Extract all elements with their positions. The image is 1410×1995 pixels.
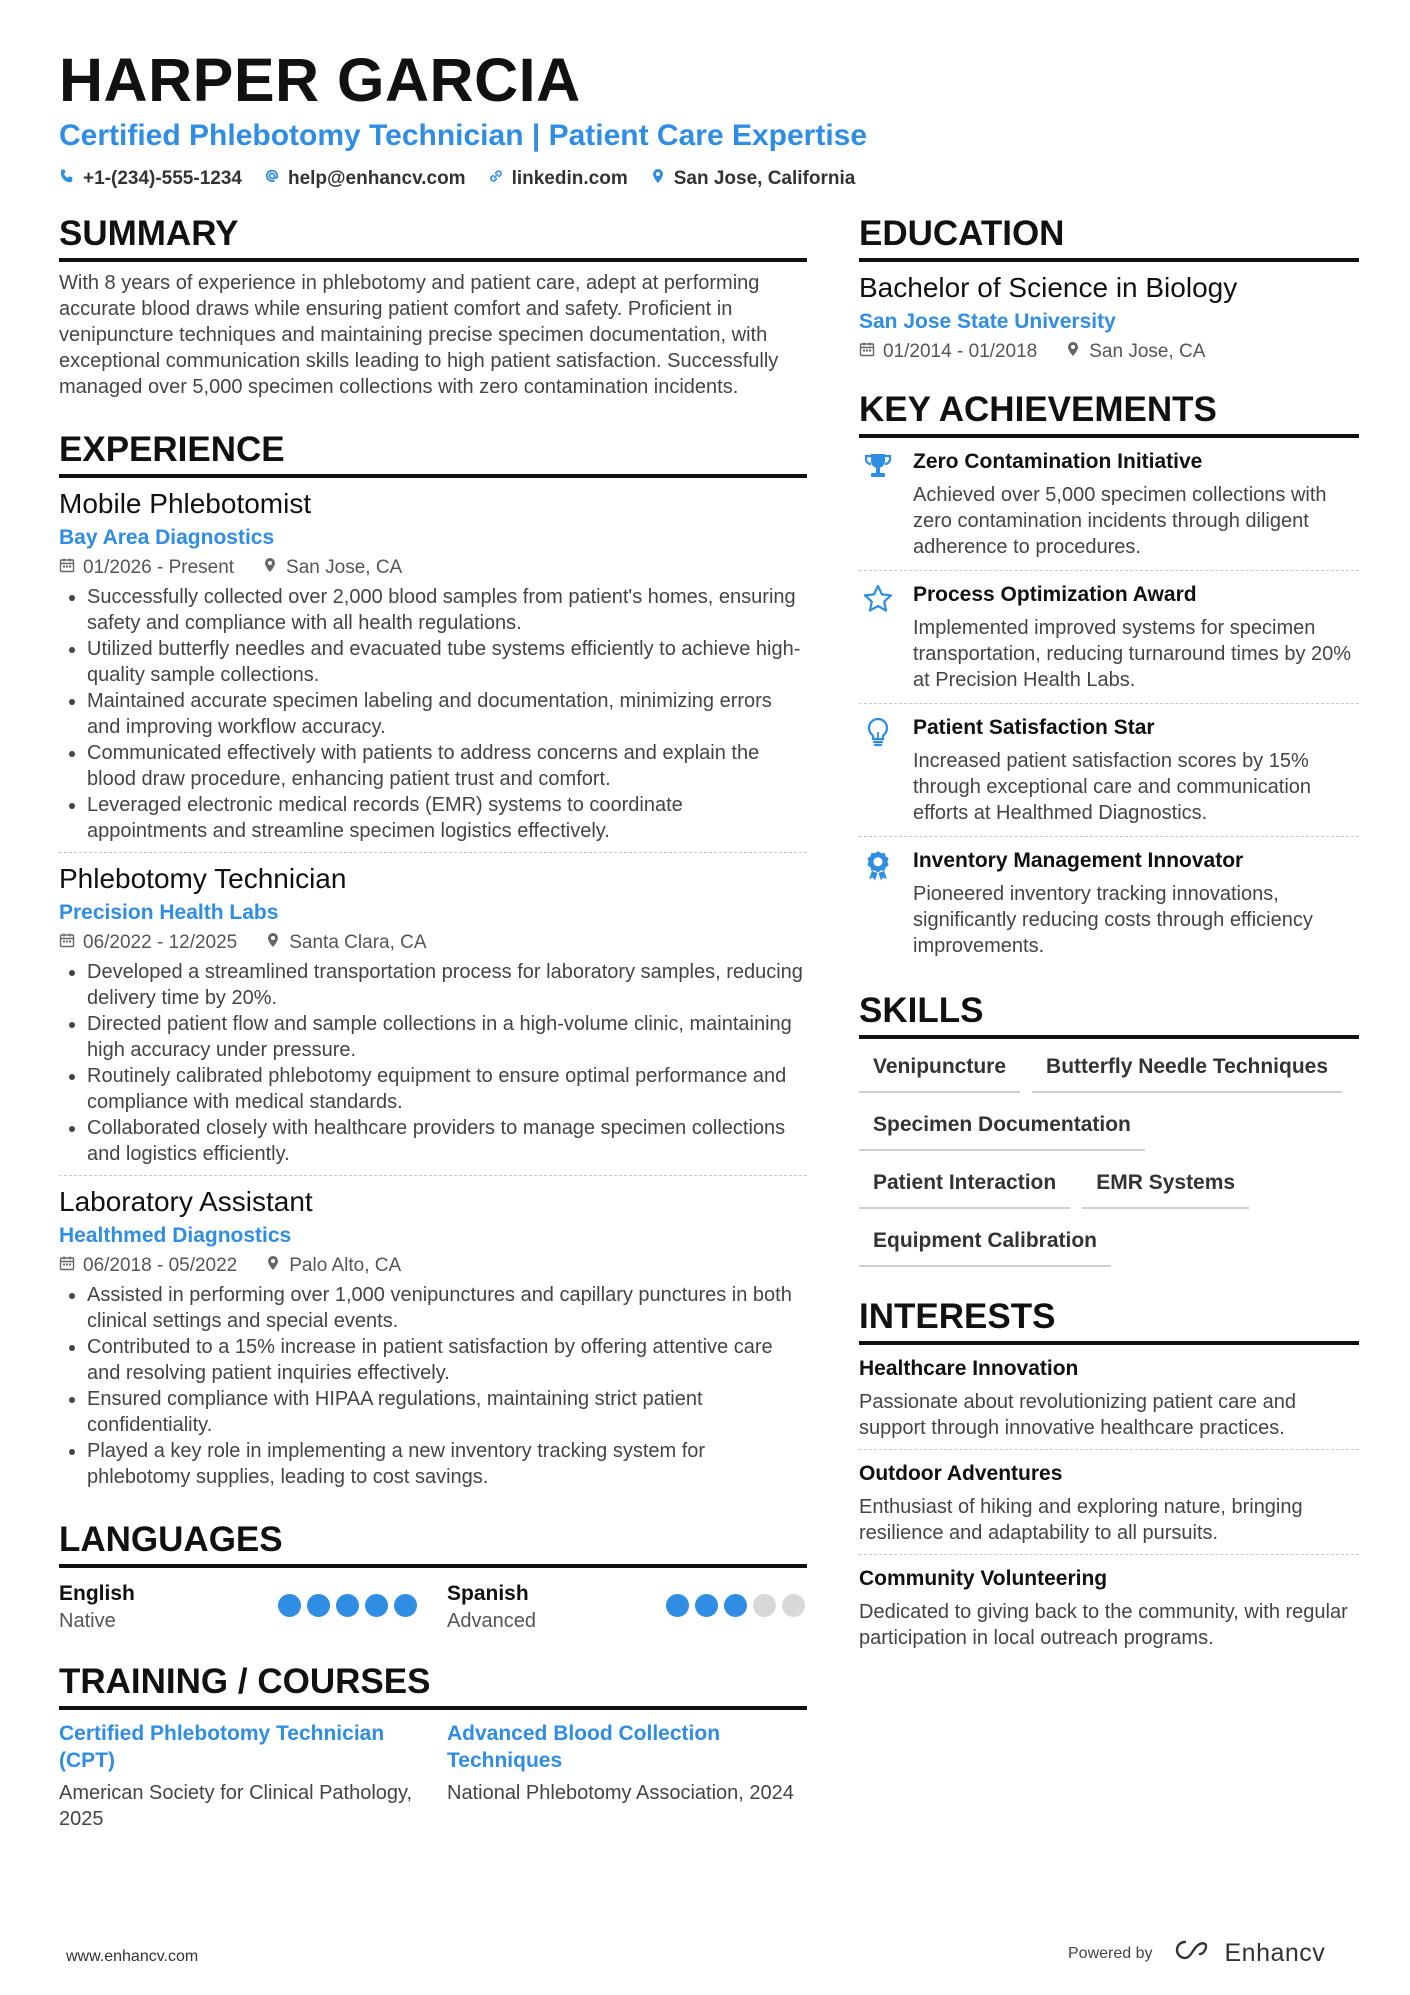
job-meta — [59, 1254, 807, 1278]
education-section — [859, 212, 1359, 364]
award-ribbon-icon — [859, 847, 897, 959]
company-name: Healthmed Diagnostics — [59, 1224, 292, 1247]
achievement-desc: Increased patient satisfaction scores by 15% through exceptional care and communication efforts at Healthmed Diagnostics. — [913, 750, 1312, 824]
location-pin-icon — [265, 931, 281, 955]
skill-tag: Patient Interaction — [859, 1169, 1070, 1209]
job-location — [262, 556, 402, 580]
rating-dot-empty — [782, 1594, 805, 1617]
course-provider: American Society for Clinical Pathology, 2025 — [59, 1782, 413, 1830]
interest-title: Outdoor Adventures — [859, 1462, 1063, 1485]
rating-dot-filled — [365, 1594, 388, 1617]
phone-text: +1-(234)-555-1234 — [83, 168, 242, 189]
footer-website[interactable]: www.enhancv.com — [66, 1948, 199, 1965]
candidate-name: HARPER GARCIA — [59, 46, 581, 114]
achievement-item — [859, 836, 1359, 969]
languages-heading: LANGUAGES — [59, 1518, 807, 1568]
interests-section — [859, 1295, 1359, 1659]
link-icon — [488, 168, 504, 190]
skill-tag: Venipuncture — [859, 1053, 1020, 1093]
summary-section — [59, 212, 807, 400]
rating-dot-filled — [666, 1594, 689, 1617]
education-meta — [859, 340, 1359, 364]
powered-by-label: Powered by — [1068, 1944, 1153, 1962]
location-pin-icon — [1065, 340, 1081, 364]
course-name: Advanced Blood Collection Techniques — [447, 1722, 721, 1772]
interest-item — [859, 1554, 1359, 1659]
education-heading: EDUCATION — [859, 212, 1359, 262]
language-name: Spanish — [447, 1582, 529, 1605]
trophy-icon — [859, 448, 897, 560]
job-dates — [59, 1254, 237, 1278]
skill-tag: Specimen Documentation — [859, 1111, 1145, 1151]
skill-list — [859, 1053, 1359, 1267]
language-rating — [278, 1594, 417, 1634]
bullet-item: • Developed a streamlined transportation process for laboratory samples, reducing delivery time by 20%. — [87, 959, 807, 1011]
achievement-desc: Achieved over 5,000 specimen collections with zero contamination incidents through diligent adherence to procedures. — [913, 484, 1327, 558]
contact-linkedin[interactable] — [488, 168, 628, 190]
summary-text: With 8 years of experience in phlebotomy and patient care, adept at performing accurate blood draws while ensuring patient comfort and safety. Proficient in venipuncture techniques and maintaining precise specimen documentation, with exceptional communication skills leading to high patient satisfaction. Successfully managed over 5,000 specimen collections with zero contamination incidents. — [59, 272, 779, 398]
calendar-icon — [59, 556, 75, 580]
rating-dot-filled — [695, 1594, 718, 1617]
bullet-item: • Routinely calibrated phlebotomy equipment to ensure optimal performance and compliance with medical standards. — [87, 1063, 807, 1115]
job-title: Mobile Phlebotomist — [59, 488, 312, 519]
achievement-title: Process Optimization Award — [913, 583, 1197, 606]
contact-location — [650, 168, 856, 190]
language-item — [447, 1580, 805, 1634]
lightbulb-icon — [859, 714, 897, 826]
bullet-item: • Collaborated closely with healthcare providers to manage specimen collections and logistics efficiently. — [87, 1115, 807, 1167]
bullet-item: • Contributed to a 15% increase in patient satisfaction by offering attentive care and resolving patient inquiries effectively. — [87, 1334, 807, 1386]
summary-heading: SUMMARY — [59, 212, 807, 262]
dates-text: 06/2022 - 12/2025 — [83, 932, 238, 953]
bullet-item: • Maintained accurate specimen labeling and documentation, minimizing errors and improving workflow accuracy. — [87, 688, 807, 740]
bullet-item: • Ensured compliance with HIPAA regulations, maintaining strict patient confidentiality. — [87, 1386, 807, 1438]
company-name: Precision Health Labs — [59, 901, 279, 924]
calendar-icon — [59, 1254, 75, 1278]
interest-desc: Enthusiast of hiking and exploring nature, bringing resilience and adaptability to all pursuits. — [859, 1496, 1303, 1544]
training-heading: TRAINING / COURSES — [59, 1660, 807, 1710]
bullet-item: • Assisted in performing over 1,000 venipunctures and capillary punctures in both clinical settings and special events. — [87, 1282, 807, 1334]
education-location — [1065, 340, 1205, 364]
job-meta — [59, 931, 807, 955]
rating-dot-filled — [724, 1594, 747, 1617]
location-text: Santa Clara, CA — [289, 932, 427, 953]
job-bullets — [59, 584, 807, 844]
bullet-item: • Utilized butterfly needles and evacuated tube systems efficiently to achieve high-quality sample collections. — [87, 636, 807, 688]
job-title: Phlebotomy Technician — [59, 863, 347, 894]
job-dates — [59, 556, 234, 580]
star-icon — [859, 581, 897, 693]
bullet-item: • Communicated effectively with patients to address concerns and explain the blood draw procedure, enhancing patient trust and comfort. — [87, 740, 807, 792]
enhancv-logo-icon — [1171, 1937, 1217, 1970]
calendar-icon — [859, 340, 875, 364]
achievements-heading: KEY ACHIEVEMENTS — [859, 388, 1359, 438]
interest-desc: Dedicated to giving back to the community, with regular participation in local outreach programs. — [859, 1601, 1348, 1649]
experience-section — [59, 428, 807, 1498]
contact-bar — [59, 168, 855, 190]
linkedin-text: linkedin.com — [511, 168, 628, 189]
left-column — [59, 212, 807, 1832]
training-section — [59, 1660, 807, 1832]
skills-section — [859, 989, 1359, 1267]
rating-dot-filled — [278, 1594, 301, 1617]
location-text: San Jose, CA — [286, 557, 403, 578]
language-level: Advanced — [447, 1610, 536, 1632]
bullet-item: • Leveraged electronic medical records (EMR) systems to coordinate appointments and streamline specimen logistics effectively. — [87, 792, 807, 844]
rating-dot-filled — [307, 1594, 330, 1617]
education-dates — [859, 340, 1037, 364]
interest-item — [859, 1345, 1359, 1449]
company-name: Bay Area Diagnostics — [59, 526, 275, 549]
location-pin-icon — [265, 1254, 281, 1278]
interests-heading: INTERESTS — [859, 1295, 1359, 1345]
school-name: San Jose State University — [859, 310, 1116, 333]
course-item — [447, 1720, 805, 1832]
course-item — [59, 1720, 417, 1832]
location-text: San Jose, California — [673, 168, 856, 189]
rating-dot-empty — [753, 1594, 776, 1617]
degree: Bachelor of Science in Biology — [859, 272, 1238, 303]
right-column — [859, 212, 1359, 1659]
headline: Certified Phlebotomy Technician | Patient Care Expertise — [59, 119, 868, 152]
email-text: help@enhancv.com — [287, 168, 466, 189]
achievement-title: Zero Contamination Initiative — [913, 450, 1203, 473]
language-rating — [666, 1594, 805, 1634]
achievement-item — [859, 438, 1359, 570]
interest-item — [859, 1449, 1359, 1554]
job-entry — [59, 1175, 807, 1498]
job-location — [265, 1254, 401, 1278]
contact-phone[interactable] — [59, 168, 242, 190]
job-dates — [59, 931, 237, 955]
languages-section — [59, 1518, 807, 1634]
skill-tag: Butterfly Needle Techniques — [1032, 1053, 1342, 1093]
bullet-item: • Played a key role in implementing a new inventory tracking system for phlebotomy supplies, leading to cost savings. — [87, 1438, 807, 1490]
job-entry — [59, 478, 807, 852]
achievement-item — [859, 570, 1359, 703]
location-pin-icon — [650, 168, 666, 190]
job-bullets — [59, 1282, 807, 1490]
achievement-desc: Implemented improved systems for specimen transportation, reducing turnaround times by 20% at Precision Health Labs. — [913, 617, 1352, 691]
location-pin-icon — [262, 556, 278, 580]
achievement-desc: Pioneered inventory tracking innovations, significantly reducing costs through efficiency improvements. — [913, 883, 1313, 957]
footer-branding — [1068, 1937, 1325, 1970]
contact-email[interactable] — [264, 168, 466, 190]
dates-text: 01/2014 - 01/2018 — [883, 341, 1038, 362]
brand-logo[interactable] — [1171, 1937, 1326, 1970]
interest-title: Healthcare Innovation — [859, 1357, 1079, 1380]
location-text: San Jose, CA — [1089, 341, 1206, 362]
interest-title: Community Volunteering — [859, 1567, 1108, 1590]
dates-text: 06/2018 - 05/2022 — [83, 1255, 238, 1276]
course-provider: National Phlebotomy Association, 2024 — [447, 1782, 794, 1804]
brand-name: Enhancv — [1224, 1939, 1326, 1967]
phone-icon — [59, 168, 75, 190]
at-icon — [264, 168, 280, 190]
rating-dot-filled — [336, 1594, 359, 1617]
achievement-item — [859, 703, 1359, 836]
experience-heading: EXPERIENCE — [59, 428, 807, 478]
skills-heading: SKILLS — [859, 989, 1359, 1039]
bullet-item: • Successfully collected over 2,000 blood samples from patient's homes, ensuring safety and compliance with all health regulations. — [87, 584, 807, 636]
language-level: Native — [59, 1610, 116, 1632]
achievements-section — [859, 388, 1359, 969]
bullet-item: • Directed patient flow and sample collections in a high-volume clinic, maintaining high accuracy under pressure. — [87, 1011, 807, 1063]
interest-desc: Passionate about revolutionizing patient care and support through innovative healthcare practices. — [859, 1391, 1296, 1439]
calendar-icon — [59, 931, 75, 955]
location-text: Palo Alto, CA — [289, 1255, 402, 1276]
dates-text: 01/2026 - Present — [83, 557, 235, 578]
language-item — [59, 1580, 417, 1634]
course-name: Certified Phlebotomy Technician (CPT) — [59, 1722, 385, 1772]
language-list — [59, 1580, 807, 1634]
skill-tag: Equipment Calibration — [859, 1227, 1111, 1267]
skill-tag: EMR Systems — [1082, 1169, 1249, 1209]
job-location — [265, 931, 426, 955]
achievement-title: Inventory Management Innovator — [913, 849, 1244, 872]
language-name: English — [59, 1582, 135, 1605]
rating-dot-filled — [394, 1594, 417, 1617]
achievement-title: Patient Satisfaction Star — [913, 716, 1155, 739]
job-meta — [59, 556, 807, 580]
job-bullets — [59, 959, 807, 1167]
job-entry — [59, 852, 807, 1175]
course-list — [59, 1720, 807, 1832]
job-title: Laboratory Assistant — [59, 1186, 313, 1217]
